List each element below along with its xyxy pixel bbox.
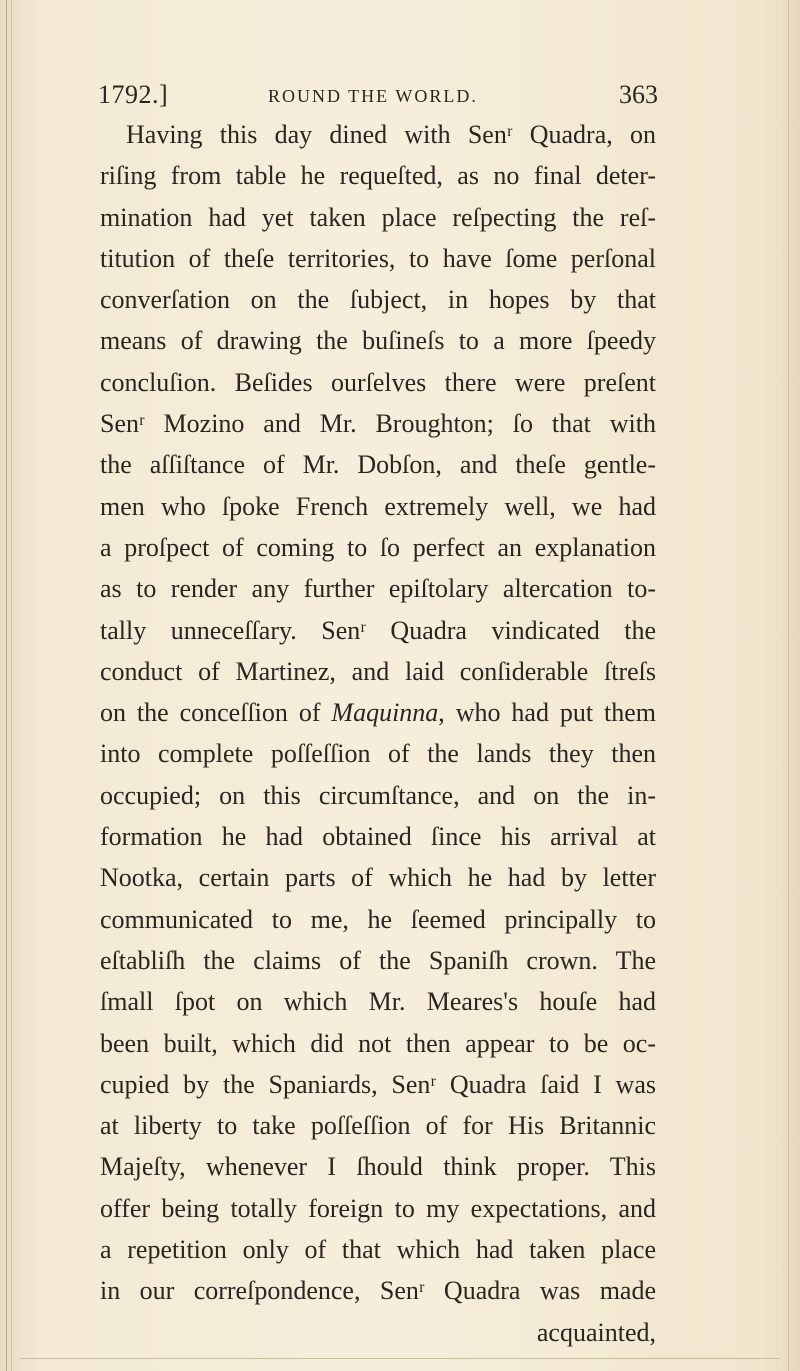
text-line: as to render any further epiſtolary altercation to- bbox=[100, 574, 656, 604]
text-line: in our correſpondence, Senʳ Quadra was made bbox=[100, 1276, 656, 1306]
text-line: riſing from table he requeſted, as no final deter- bbox=[100, 161, 656, 191]
text-line: Senʳ Mozino and Mr. Broughton; ſo that with bbox=[100, 409, 656, 439]
text-line: been built, which did not then appear to be oc- bbox=[100, 1028, 656, 1058]
text-line: on the conceſſion of Maquinna, who had put them bbox=[100, 698, 657, 728]
text-line: Having this day dined with Senʳ Quadra, on bbox=[126, 120, 656, 149]
bottom-edge bbox=[20, 1358, 780, 1359]
text-line: at liberty to take poſſeſſion of for His Britannic bbox=[100, 1111, 656, 1141]
text-line: means of drawing the buſineſs to a more ſpeedy bbox=[100, 326, 656, 356]
italic-name: Maquinna bbox=[331, 698, 439, 728]
page-edge-line bbox=[6, 0, 7, 1371]
text-line: mination had yet taken place reſpecting the reſ- bbox=[100, 202, 656, 232]
text-line: acquainted, bbox=[536, 1317, 656, 1347]
running-header bbox=[98, 80, 658, 114]
text-line: a repetition only of that which had taken place bbox=[100, 1235, 656, 1265]
page-edge-line bbox=[788, 0, 789, 1371]
text-line: offer being totally foreign to my expectations, and bbox=[100, 1193, 656, 1223]
header-title: ROUND THE WORLD. bbox=[268, 86, 478, 106]
page-edge-line bbox=[11, 0, 12, 1371]
text-line: Majeſty, whenever I ſhould think proper. This bbox=[100, 1152, 656, 1182]
text-line: converſation on the ſubject, in hopes by that bbox=[100, 285, 656, 315]
text-line: eſtabliſh the claims of the Spaniſh crown. The bbox=[100, 945, 656, 975]
text-line: into complete poſſeſſion of the lands they then bbox=[100, 739, 656, 769]
text-line: concluſion. Beſides ourſelves there were preſent bbox=[100, 367, 656, 397]
text-line: men who ſpoke French extremely well, we had bbox=[100, 491, 656, 521]
text-line: conduct of Martinez, and laid conſiderable ſtreſs bbox=[100, 656, 656, 686]
header-year: 1792.] bbox=[98, 80, 169, 109]
text-line: Nootka, certain parts of which he had by letter bbox=[100, 863, 656, 893]
text-line: cupied by the Spaniards, Senʳ Quadra ſaid I was bbox=[100, 1069, 656, 1099]
text-line: formation he had obtained ſince his arrival at bbox=[100, 822, 656, 852]
text-line: the aſſiſtance of Mr. Dobſon, and theſe gentle- bbox=[100, 450, 656, 480]
text-line: communicated to me, he ſeemed principally to bbox=[100, 904, 656, 934]
text-line: a proſpect of coming to ſo perfect an explanation bbox=[100, 532, 656, 562]
text-line: tally unneceſſary. Senʳ Quadra vindicated the bbox=[100, 615, 656, 645]
page-number: 363 bbox=[619, 80, 658, 109]
text-line: ſmall ſpot on which Mr. Meares's houſe had bbox=[100, 987, 656, 1017]
body-text bbox=[100, 114, 656, 1353]
text-line: titution of theſe territories, to have ſome perſonal bbox=[100, 243, 656, 273]
text-line: occupied; on this circumſtance, and on the in- bbox=[100, 780, 656, 810]
